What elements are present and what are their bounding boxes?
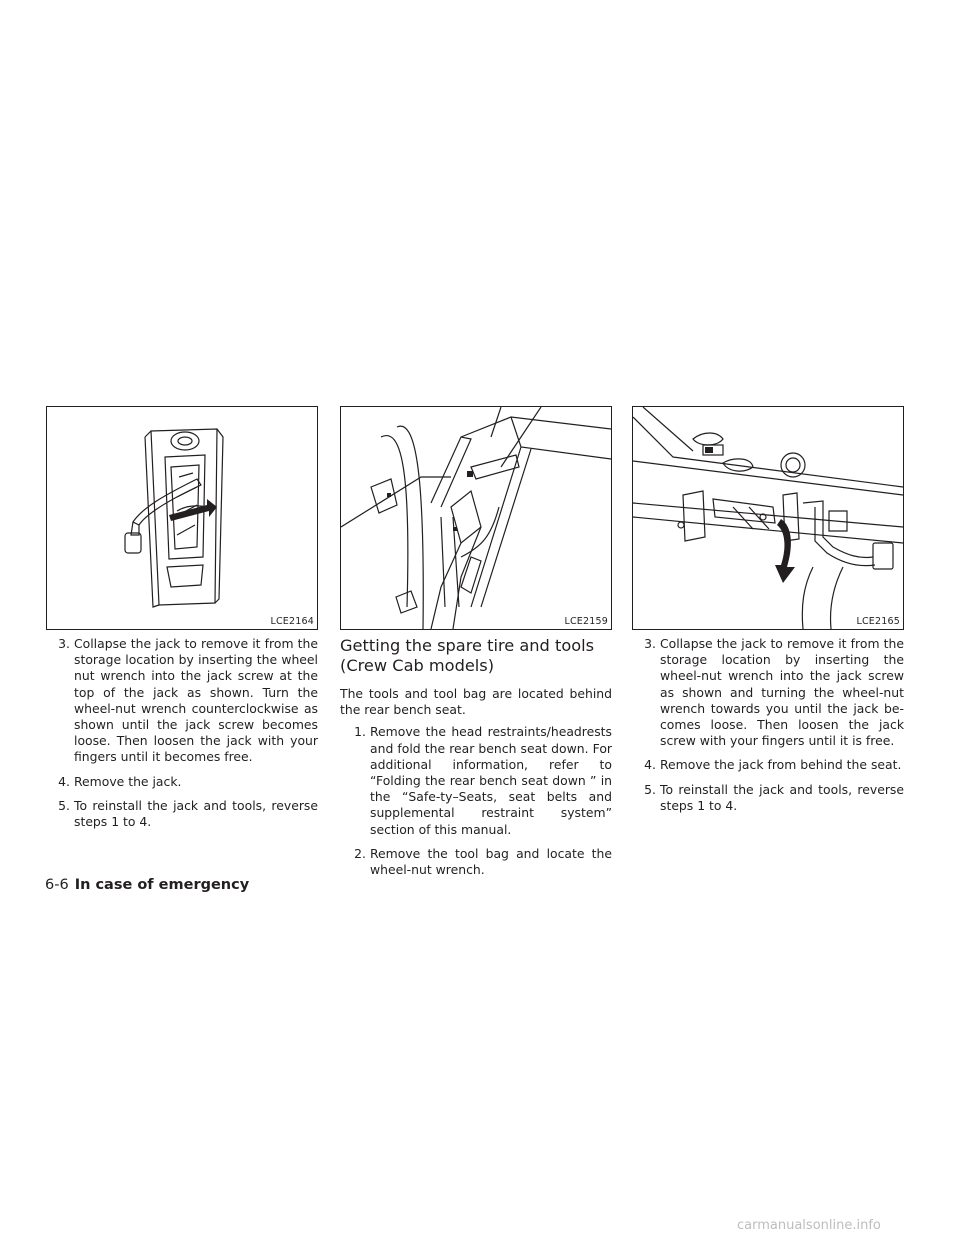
jack-removal-steps-crew-cab — [632, 636, 904, 814]
section-intro: The tools and tool bag are located behind the rear bench seat. — [340, 686, 612, 718]
list-item: 4. Remove the jack from behind the seat. — [644, 757, 902, 773]
list-item: 3. Collapse the jack to remove it from the storage location by inserting the wheel nut wrench into the jack screw at the top of the jack as shown. Turn the wheel-nut wrench counterclockwise as shown until the jack screw becomes loose. Then loosen the jack with your fingers until it becomes free. — [58, 636, 318, 765]
page-footer — [45, 877, 249, 893]
figure-rear-seat — [340, 406, 612, 630]
rear-seat-illustration — [341, 407, 611, 629]
figure-jack-under-seat — [632, 406, 904, 630]
figure-code: LCE2159 — [564, 616, 608, 627]
list-item: 4. Remove the jack. — [58, 773, 182, 789]
figure-jack-storage — [46, 406, 318, 630]
section-title: Getting the spare tire and tools (Crew Cab models) — [340, 636, 595, 675]
column-2 — [340, 406, 612, 886]
list-item: 1. Remove the head restraints/headrests and fold the rear bench seat down. For additional information, refer to “Folding the rear bench seat down ” in the “Safe-ty–Seats, seat belts and supplemental restraint system” section of this manual. — [354, 724, 612, 837]
column-3 — [632, 406, 904, 822]
jack-under-seat-illustration — [633, 407, 903, 629]
jack-removal-steps — [46, 636, 318, 830]
list-item: 5. To reinstall the jack and tools, reverse steps 1 to 4. — [58, 797, 318, 830]
list-item: 2. Remove the tool bag and locate the wheel-nut wrench. — [354, 845, 612, 878]
chapter-title: In case of emergency — [74, 877, 250, 893]
column-1 — [46, 406, 318, 838]
jack-storage-illustration — [47, 407, 317, 629]
tool-access-steps — [340, 724, 612, 878]
figure-code: LCE2164 — [270, 616, 314, 627]
watermark: carmanualsonline.info — [737, 1218, 881, 1233]
page-number: 6-6 — [45, 877, 69, 893]
list-item: 5. To reinstall the jack and tools, reverse steps 1 to 4. — [644, 781, 904, 813]
figure-code: LCE2165 — [856, 616, 900, 627]
list-item: 3. Collapse the jack to remove it from the storage location by inserting the wheel-nut wrench into the jack screw as shown and turning the wheel-nut wrench towards you until the jack be-comes loose. Then loosen the jack screw with your fingers until it is free. — [644, 636, 904, 749]
